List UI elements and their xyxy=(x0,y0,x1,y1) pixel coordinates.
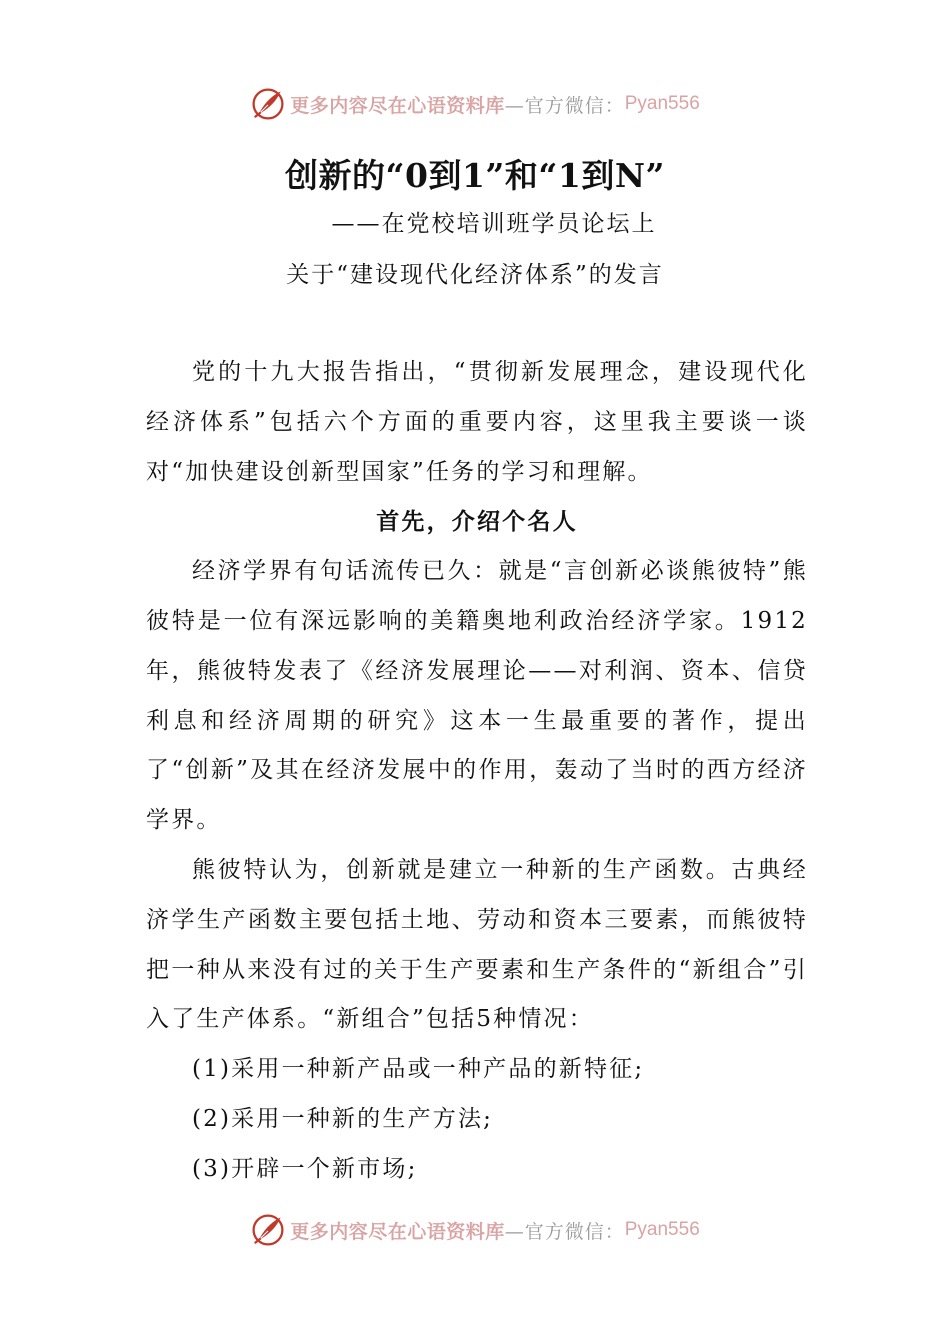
new-combination-list xyxy=(146,1045,808,1194)
section-heading: 首先，介绍个名人 xyxy=(376,508,578,536)
watermark-footer xyxy=(0,1210,950,1250)
body-paragraph-1: 经济学界有句话流传已久：就是“言创新必谈熊彼特”熊彼特是一位有深远影响的美籍奥地利政治经济学家。1912年，熊彼特发表了《经济发展理论——对利润、资本、信贷利息和经济周期的研究》这本一生最重要的著作，提出了“创新”及其在经济发展中的作用，轰动了当时的西方经济学界。 xyxy=(146,558,808,834)
quill-pen-logo-icon xyxy=(250,1212,286,1248)
document-title: 创新的“0到1”和“1到N” xyxy=(285,156,665,195)
list-item: (3)开辟一个新市场; xyxy=(192,1155,418,1182)
document-body xyxy=(146,348,808,1195)
watermark-wechat-id: Pyan556 xyxy=(624,1219,700,1240)
quill-pen-logo-icon xyxy=(250,86,286,122)
intro-paragraph: 党的十九大报告指出，“贯彻新发展理念，建设现代化经济体系”包括六个方面的重要内容，这里我主要谈一谈对“加快建设创新型国家”任务的学习和理解。 xyxy=(146,359,808,485)
document-subtitle-line2: 关于“建设现代化经济体系”的发言 xyxy=(286,262,664,288)
watermark-wechat-id: Pyan556 xyxy=(624,93,700,114)
watermark-official-label: —官方微信： xyxy=(504,1220,625,1243)
document-subtitle-line1: ——在党校培训班学员论坛上 xyxy=(331,211,657,237)
watermark-site-name: 更多内容尽在心语资料库 xyxy=(290,1220,505,1243)
list-item: (1)采用一种新产品或一种产品的新特征; xyxy=(192,1056,645,1083)
body-paragraph-2: 熊彼特认为，创新就是建立一种新的生产函数。古典经济学生产函数主要包括土地、劳动和资本三要素，而熊彼特把一种从来没有过的关于生产要素和生产条件的“新组合”引入了生产体系。“新组合”包括5种情况： xyxy=(146,856,808,1033)
list-item: (2)采用一种新的生产方法; xyxy=(192,1105,494,1132)
watermark-official-label: —官方微信： xyxy=(504,94,625,117)
watermark-header xyxy=(0,84,950,124)
watermark-site-name: 更多内容尽在心语资料库 xyxy=(290,94,505,117)
